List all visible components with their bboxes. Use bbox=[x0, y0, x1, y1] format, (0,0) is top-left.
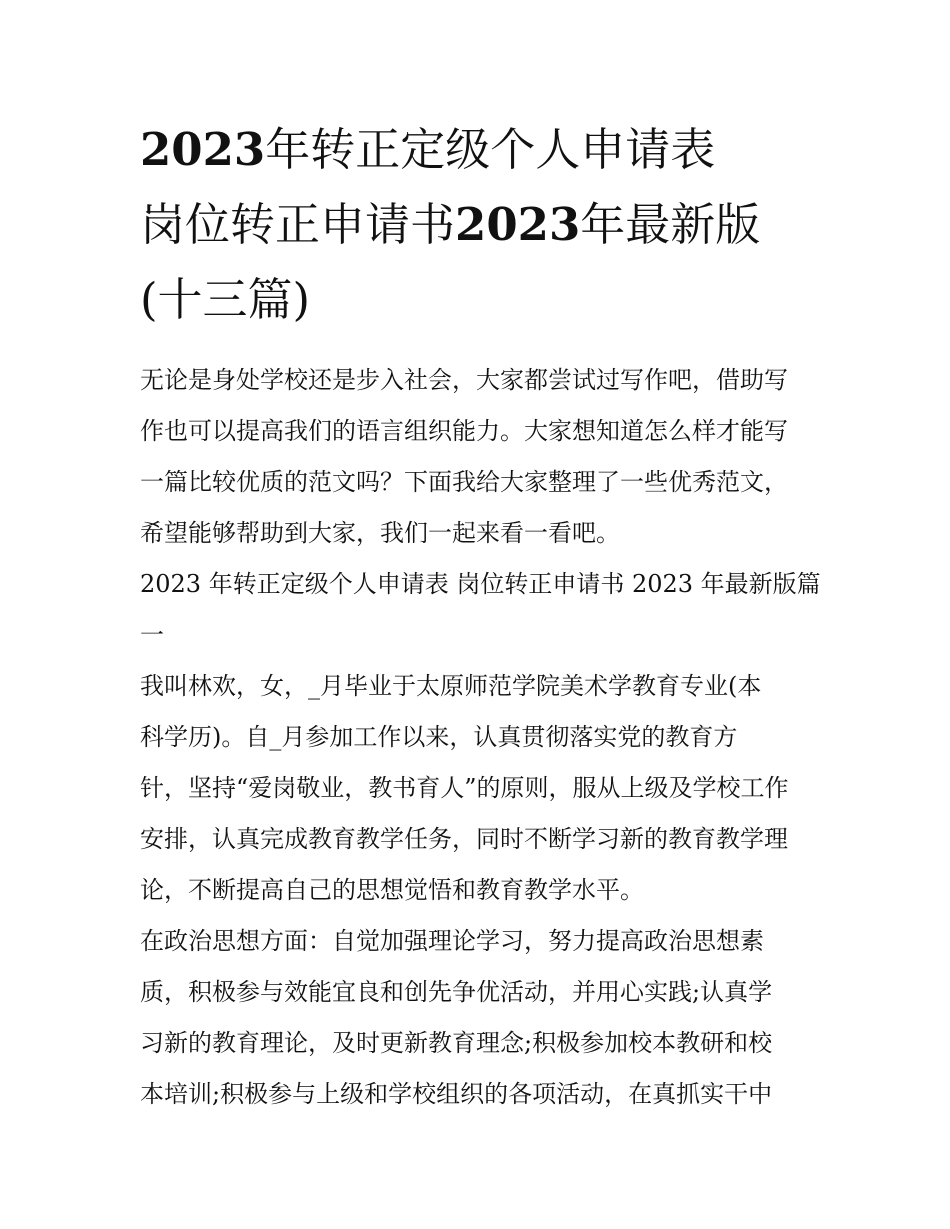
text-line: 我叫林欢，女，_月毕业于太原师范学院美术学教育专业(本 bbox=[140, 672, 762, 700]
section-heading bbox=[140, 559, 830, 661]
document-title bbox=[140, 112, 830, 337]
text-line: 一篇比较优质的范文吗？下面我给大家整理了一些优秀范文， bbox=[140, 468, 788, 496]
title-year: 2023 bbox=[140, 123, 266, 176]
paragraph-1 bbox=[140, 661, 830, 916]
title-text: 年转正定级个人申请表 bbox=[265, 123, 716, 176]
text-line: 一 bbox=[140, 621, 164, 649]
title-line-1 bbox=[140, 112, 830, 187]
document-body bbox=[140, 355, 830, 1120]
text-line: 科学历)。自_月参加工作以来，认真贯彻落实党的教育方 bbox=[140, 723, 738, 751]
title-line-3 bbox=[140, 262, 830, 337]
text-line: 无论是身处学校还是步入社会，大家都尝试过写作吧，借助写 bbox=[140, 366, 788, 394]
text-line: 习新的教育理论，及时更新教育理念;积极参加校本教研和校 bbox=[140, 1029, 773, 1057]
title-text: 岗位转正申请书 bbox=[140, 198, 456, 251]
title-line-2 bbox=[140, 187, 830, 262]
title-year: 2023 bbox=[455, 198, 581, 251]
text-line: 作也可以提高我们的语言组织能力。大家想知道怎么样才能写 bbox=[140, 417, 788, 445]
text-line: 希望能够帮助到大家，我们一起来看一看吧。 bbox=[140, 519, 620, 547]
text-line: 针，坚持“爱岗敬业，教书育人”的原则，服从上级及学校工作 bbox=[140, 774, 789, 802]
paragraph-2 bbox=[140, 916, 830, 1120]
text-line: 2023 年转正定级个人申请表 岗位转正申请书 2023 年最新版篇 bbox=[140, 570, 821, 598]
text-line: 本培训;积极参与上级和学校组织的各项活动，在真抓实干中 bbox=[140, 1080, 773, 1108]
text-line: 论，不断提高自己的思想觉悟和教育教学水平。 bbox=[140, 876, 644, 904]
title-text: 年最新版 bbox=[580, 198, 761, 251]
text-line: 在政治思想方面：自觉加强理论学习，努力提高政治思想素 bbox=[140, 927, 764, 955]
text-line: 质，积极参与效能宜良和创先争优活动，并用心实践;认真学 bbox=[140, 978, 773, 1006]
intro-paragraph bbox=[140, 355, 830, 559]
title-text: (十三篇) bbox=[140, 273, 311, 326]
text-line: 安排，认真完成教育教学任务，同时不断学习新的教育教学理 bbox=[140, 825, 788, 853]
